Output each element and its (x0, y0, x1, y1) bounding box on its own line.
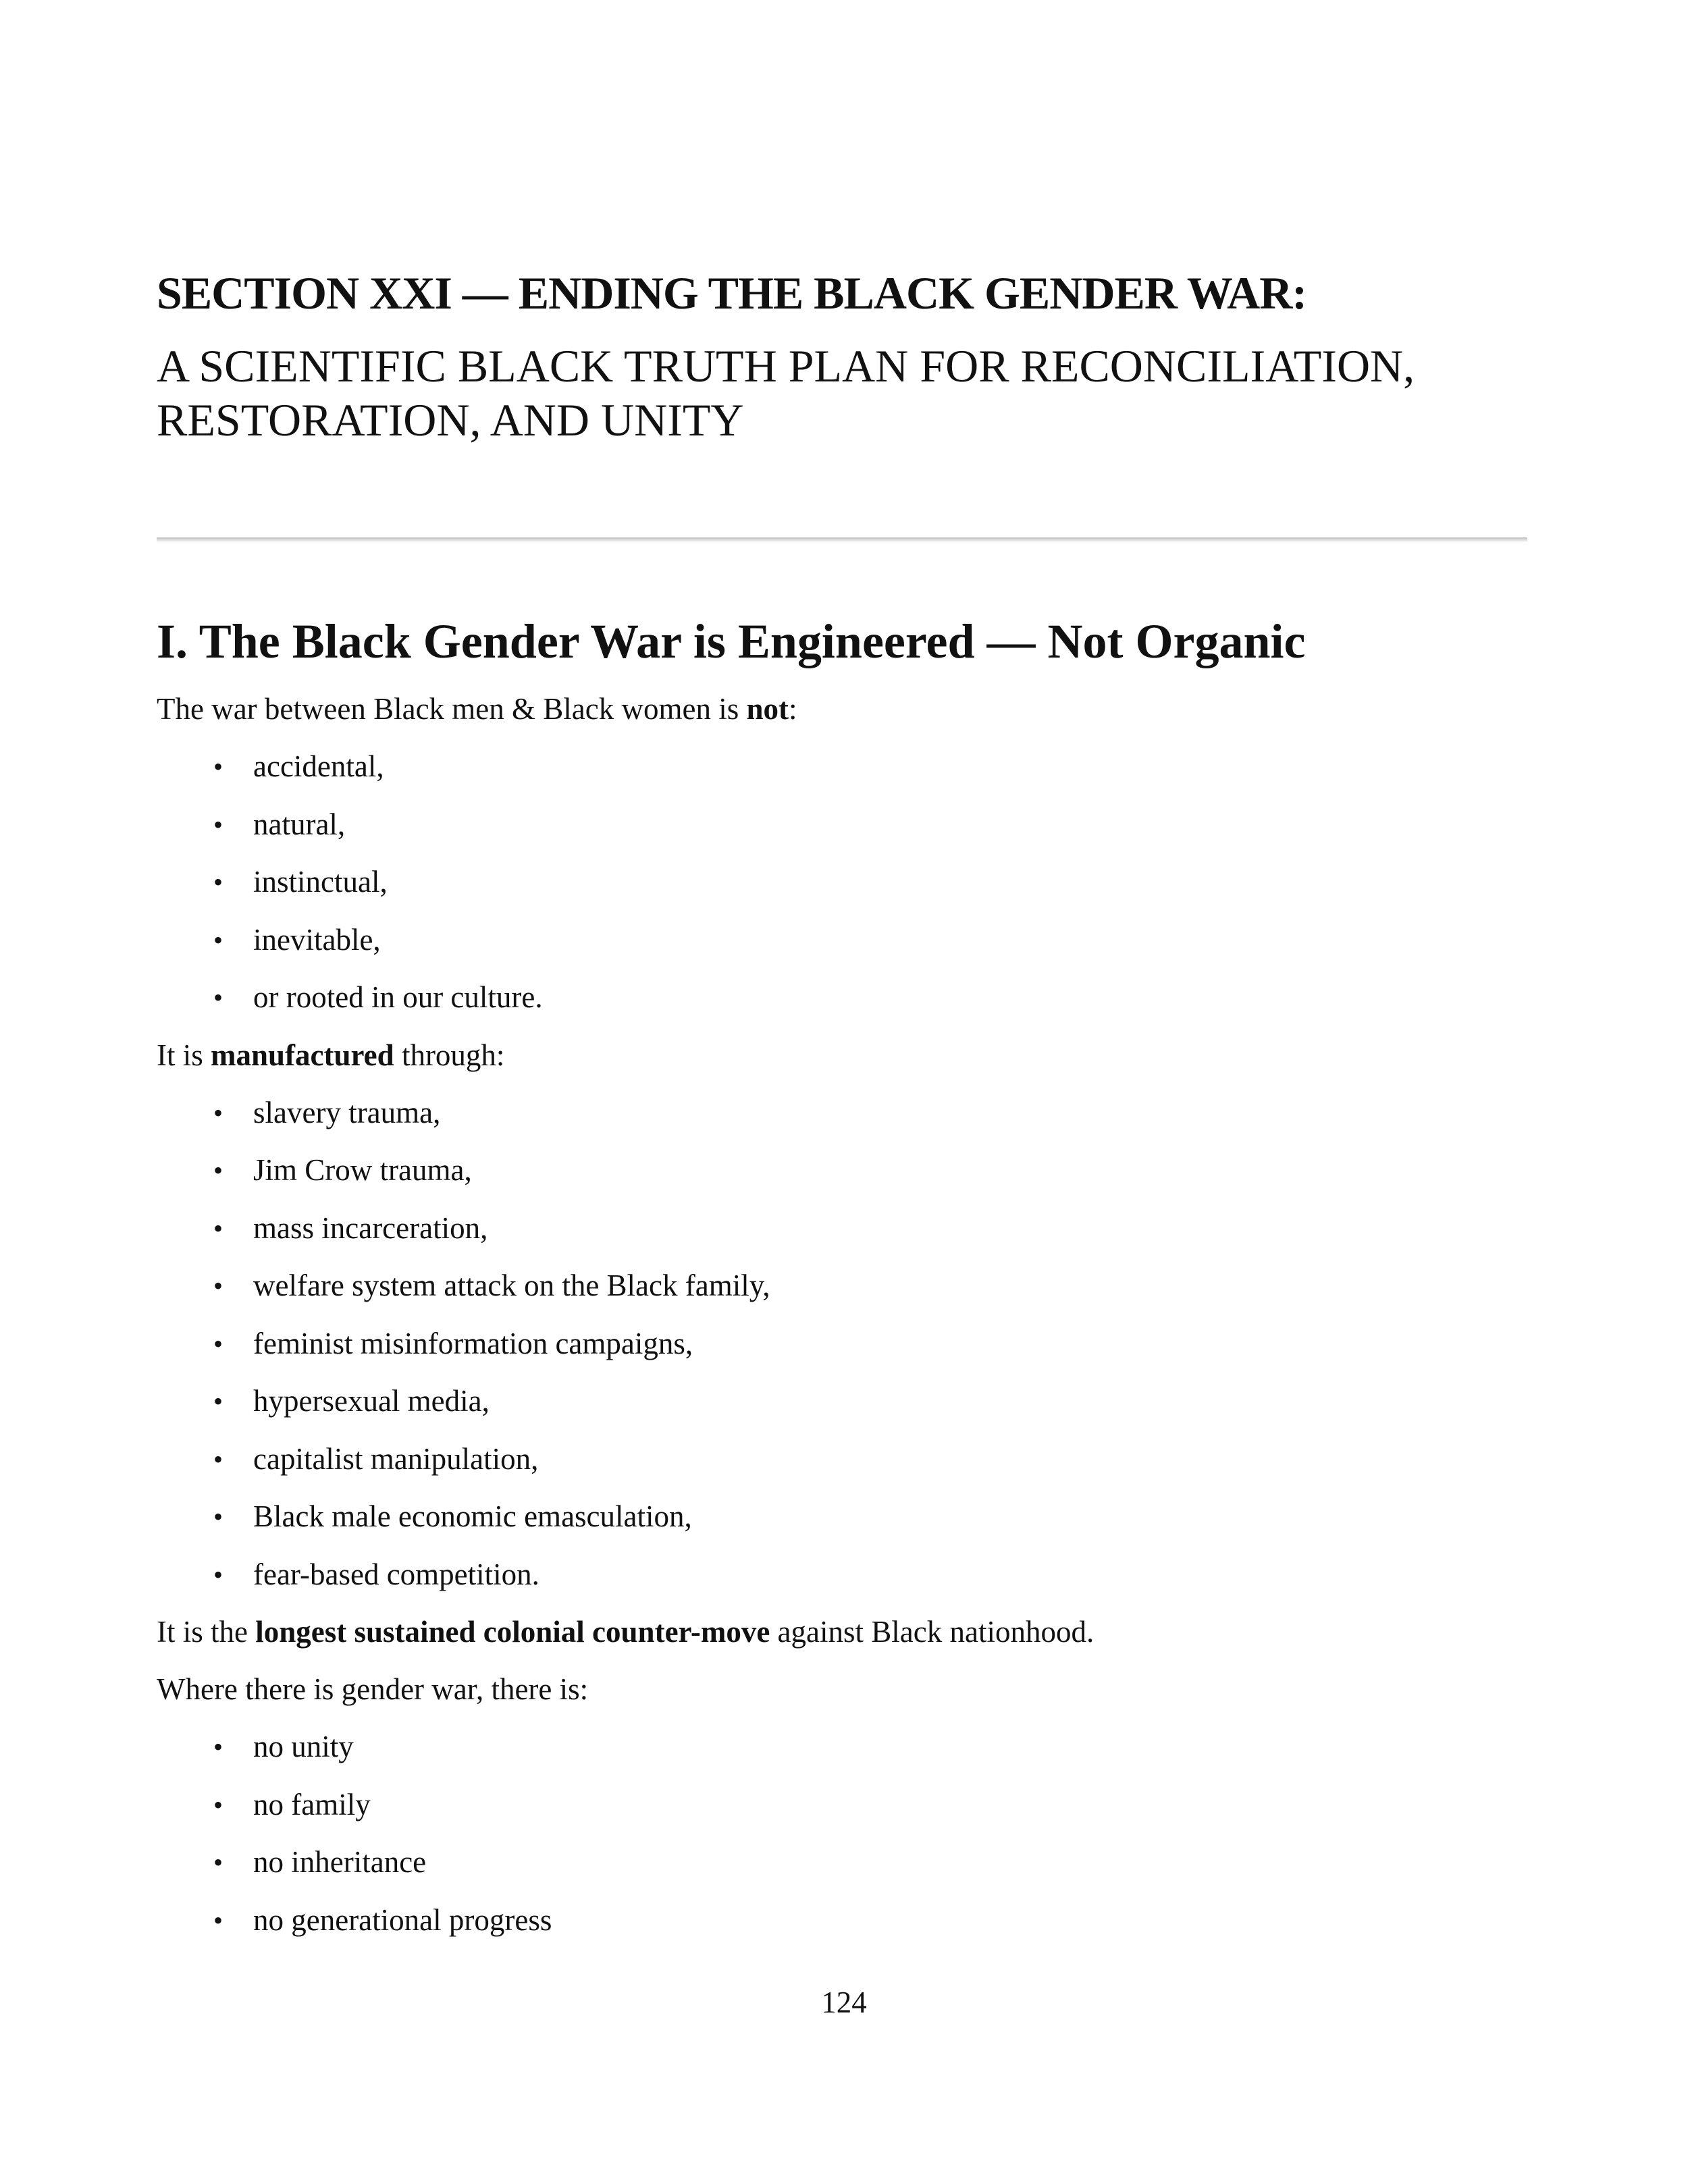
list-item-text: no generational progress (253, 1902, 552, 1937)
page-number: 124 (821, 1986, 867, 2019)
list-item (157, 1373, 1534, 1431)
list-item (157, 1718, 1534, 1776)
horizontal-rule (157, 537, 1527, 541)
subsection-heading: I. The Black Gender War is Engineered — Not Organic (157, 614, 1306, 668)
bullet-icon: • (213, 1328, 223, 1359)
body-text (157, 681, 1534, 1949)
list-item (157, 969, 1534, 1027)
list-item (157, 738, 1534, 796)
bullet-icon: • (213, 1213, 223, 1244)
section-title: SECTION XXI — ENDING THE BLACK GENDER WAR: (157, 267, 1307, 319)
bullet-list-consequences (157, 1718, 1534, 1949)
bullet-list-manufactured (157, 1084, 1534, 1604)
list-item-text: no unity (253, 1730, 354, 1763)
intro-paragraph (157, 681, 1534, 738)
list-item-text: fear-based competition. (253, 1557, 539, 1591)
list-item-text: feminist misinformation campaigns, (253, 1326, 693, 1360)
intro-text-before: The war between Black men & Black women is (157, 692, 747, 726)
list-item (157, 1834, 1534, 1892)
intro-text-bold: not (746, 692, 789, 726)
manufactured-paragraph (157, 1027, 1534, 1084)
list-item-text: inevitable, (253, 922, 381, 957)
list-item (157, 1200, 1534, 1258)
bullet-icon: • (213, 1847, 223, 1877)
para3-text-before: It is the (157, 1615, 256, 1649)
bullet-icon: • (213, 1501, 223, 1532)
bullet-icon: • (213, 1443, 223, 1474)
bullet-icon: • (213, 751, 223, 782)
list-item-text: capitalist manipulation, (253, 1441, 539, 1476)
bullet-icon: • (213, 1155, 223, 1186)
bullet-icon: • (213, 1732, 223, 1762)
bullet-icon: • (213, 982, 223, 1013)
list-item-text: welfare system attack on the Black family, (253, 1269, 770, 1302)
list-item-text: Jim Crow trauma, (253, 1153, 472, 1187)
list-item (157, 911, 1534, 969)
list-item-text: or rooted in our culture. (253, 980, 543, 1014)
list-item-text: Black male economic emasculation, (253, 1499, 692, 1533)
list-item (157, 853, 1534, 911)
list-item (157, 1431, 1534, 1489)
bullet-list-not (157, 738, 1534, 1027)
bullet-icon: • (213, 867, 223, 897)
list-item (157, 1776, 1534, 1834)
list-item (157, 1892, 1534, 1950)
bullet-icon: • (213, 809, 223, 840)
list-item (157, 796, 1534, 854)
list-item (157, 1257, 1534, 1315)
list-item-text: no inheritance (253, 1845, 427, 1879)
bullet-icon: • (213, 1271, 223, 1301)
para2-text-bold: manufactured (211, 1038, 394, 1072)
list-item-text: mass incarceration, (253, 1210, 488, 1245)
list-item-text: hypersexual media, (253, 1384, 490, 1418)
list-item (157, 1084, 1534, 1142)
bullet-icon: • (213, 924, 223, 955)
list-item (157, 1546, 1534, 1604)
para2-text-after: through: (394, 1038, 505, 1072)
list-item-text: no family (253, 1787, 371, 1821)
bullet-icon: • (213, 1386, 223, 1416)
bullet-icon: • (213, 1559, 223, 1590)
list-item-text: accidental, (253, 749, 384, 783)
intro-text-after: : (789, 692, 797, 726)
list-item-text: instinctual, (253, 865, 388, 899)
para3-text-bold: longest sustained colonial counter-move (255, 1615, 770, 1649)
bullet-icon: • (213, 1789, 223, 1820)
section-subtitle: A SCIENTIFIC BLACK TRUTH PLAN FOR RECONCILIATION, RESTORATION, AND UNITY (157, 340, 1415, 446)
para2-text-before: It is (157, 1038, 211, 1072)
list-item-text: slavery trauma, (253, 1095, 441, 1129)
list-item (157, 1488, 1534, 1546)
bullet-icon: • (213, 1097, 223, 1128)
gender-war-paragraph: Where there is gender war, there is: (157, 1672, 589, 1706)
list-item (157, 1142, 1534, 1200)
list-item (157, 1315, 1534, 1373)
para3-text-after: against Black nationhood. (770, 1615, 1094, 1649)
list-item-text: natural, (253, 807, 346, 841)
bullet-icon: • (213, 1905, 223, 1936)
colonial-paragraph (157, 1603, 1534, 1661)
